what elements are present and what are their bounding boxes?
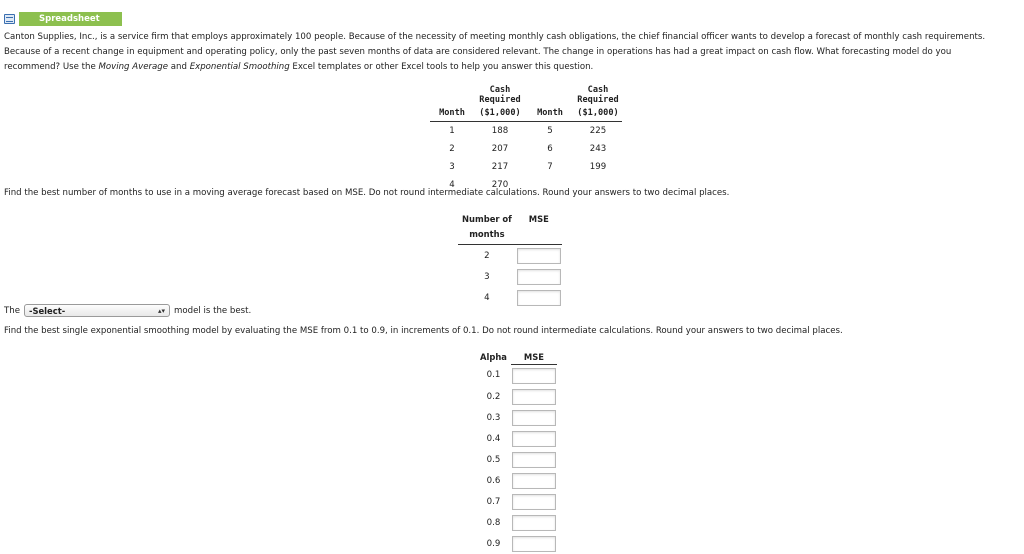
table-cell: 3 — [449, 162, 455, 172]
problem-text-2: and — [168, 62, 190, 72]
table-cell: 199 — [589, 162, 607, 172]
table-row — [430, 140, 622, 158]
table-row — [458, 266, 562, 287]
mse-input-3-months[interactable] — [517, 269, 561, 285]
mse-cell — [516, 245, 562, 267]
mse-cell — [511, 449, 557, 470]
alpha-value: 0.5 — [486, 454, 501, 465]
select-value: -Select- — [28, 305, 66, 316]
table-cell: 243 — [589, 144, 607, 154]
alpha-value: 0.7 — [486, 496, 501, 507]
mse-cell — [511, 470, 557, 491]
table-row — [476, 386, 557, 407]
spreadsheet-button[interactable]: Spreadsheet — [19, 12, 122, 26]
header-line: months — [469, 229, 505, 239]
best-model-row — [4, 304, 251, 317]
select-arrows-icon: ▴▾ — [157, 306, 165, 315]
table-row — [476, 407, 557, 428]
mse-input-alpha-0-2[interactable] — [512, 389, 556, 405]
months-value: 3 — [484, 271, 490, 282]
header-cell: Month — [430, 105, 474, 122]
header-line: Number of — [462, 214, 512, 224]
alpha-value: 0.9 — [486, 538, 501, 549]
months-value: 2 — [484, 250, 490, 261]
mse-input-alpha-0-9[interactable] — [512, 536, 556, 552]
model-select[interactable] — [24, 304, 170, 317]
mse-input-4-months[interactable] — [517, 290, 561, 306]
mse-input-2-months[interactable] — [517, 248, 561, 264]
alpha-header: Alpha — [480, 352, 507, 363]
mse-cell — [511, 386, 557, 407]
alpha-value: 0.8 — [486, 517, 501, 528]
header-cell: ($1,000) — [574, 105, 622, 122]
moving-average-term: Moving Average — [98, 62, 169, 72]
mse-cell — [511, 512, 557, 533]
mse-input-alpha-0-1[interactable] — [512, 368, 556, 384]
mse-header: MSE — [511, 350, 557, 365]
number-of-months-header — [458, 210, 516, 245]
table-cell: 4 — [449, 180, 455, 190]
question-moving-average: Find the best number of months to use in a moving average forecast based on MSE. Do not round intermediate calculations. Round your answers to two decimal places. — [4, 188, 730, 198]
mse-cell — [511, 428, 557, 449]
mse-cell — [511, 533, 557, 554]
problem-text-1: Canton Supplies, Inc., is a service firm that employs approximately 100 people. Because of the necessity of meeting monthly cash obligations, the chief financial officer wants to develop a forecast of monthly cash requirements. Because of a recent change in equipment and operating policy, only the past seven months of data are considered relevant. The change in operations has had a great impact on cash flow. What forecasting model do you recommend? Use the — [4, 32, 986, 72]
table-row — [476, 512, 557, 533]
problem-text-3: Excel templates or other Excel tools to help you answer this question. — [289, 62, 594, 72]
mse-input-alpha-0-6[interactable] — [512, 473, 556, 489]
header-cell — [526, 85, 574, 105]
mse-cell — [516, 266, 562, 287]
table-cell: 217 — [491, 162, 509, 172]
header-cell — [430, 85, 474, 105]
select-suffix: model is the best. — [173, 305, 252, 316]
mse-cell — [511, 407, 557, 428]
table-row — [476, 470, 557, 491]
table-row — [476, 533, 557, 554]
alpha-value: 0.6 — [486, 475, 501, 486]
problem-statement — [4, 30, 1009, 75]
months-value: 4 — [484, 292, 490, 303]
book-icon — [4, 14, 15, 24]
header-cell: Month — [526, 105, 574, 122]
table-cell: 1 — [449, 126, 455, 136]
alpha-value: 0.1 — [486, 370, 501, 381]
table-row — [430, 122, 622, 141]
table-cell: 270 — [491, 180, 509, 190]
question-exponential-smoothing: Find the best single exponential smoothing model by evaluating the MSE from 0.1 to 0.9, in increments of 0.1. Do not round intermediate calculations. Round your answers to two decimal places. — [4, 326, 843, 336]
table-cell: 2 — [449, 144, 455, 154]
mse-input-alpha-0-4[interactable] — [512, 431, 556, 447]
mse-cell — [511, 491, 557, 512]
alpha-value: 0.2 — [486, 391, 501, 402]
alpha-value: 0.3 — [486, 412, 501, 423]
alpha-value: 0.4 — [486, 433, 501, 444]
mse-cell — [511, 365, 557, 387]
mse-input-alpha-0-5[interactable] — [512, 452, 556, 468]
mse-cell — [516, 287, 562, 308]
table-row — [476, 428, 557, 449]
header-cell: ($1,000) — [474, 105, 526, 122]
header-cell: Cash Required — [479, 85, 521, 105]
exponential-smoothing-mse-table — [476, 350, 557, 554]
table-cell: 188 — [491, 126, 509, 136]
cash-required-table — [430, 85, 622, 194]
spreadsheet-tab[interactable] — [4, 12, 122, 26]
table-cell: 225 — [589, 126, 607, 136]
table-cell: 5 — [547, 126, 553, 136]
select-prefix: The — [4, 305, 20, 316]
mse-header: MSE — [516, 210, 562, 245]
moving-average-mse-table — [458, 210, 562, 308]
header-cell: Cash Required — [577, 85, 619, 105]
exponential-smoothing-term: Exponential Smoothing — [189, 62, 290, 72]
mse-input-alpha-0-3[interactable] — [512, 410, 556, 426]
table-row — [476, 491, 557, 512]
table-row — [476, 449, 557, 470]
table-cell: 207 — [491, 144, 509, 154]
table-cell: 7 — [547, 162, 553, 172]
table-row — [430, 158, 622, 176]
table-row — [458, 287, 562, 308]
table-row — [476, 365, 557, 387]
mse-input-alpha-0-8[interactable] — [512, 515, 556, 531]
table-cell: 6 — [547, 144, 553, 154]
mse-input-alpha-0-7[interactable] — [512, 494, 556, 510]
table-row — [458, 245, 562, 267]
